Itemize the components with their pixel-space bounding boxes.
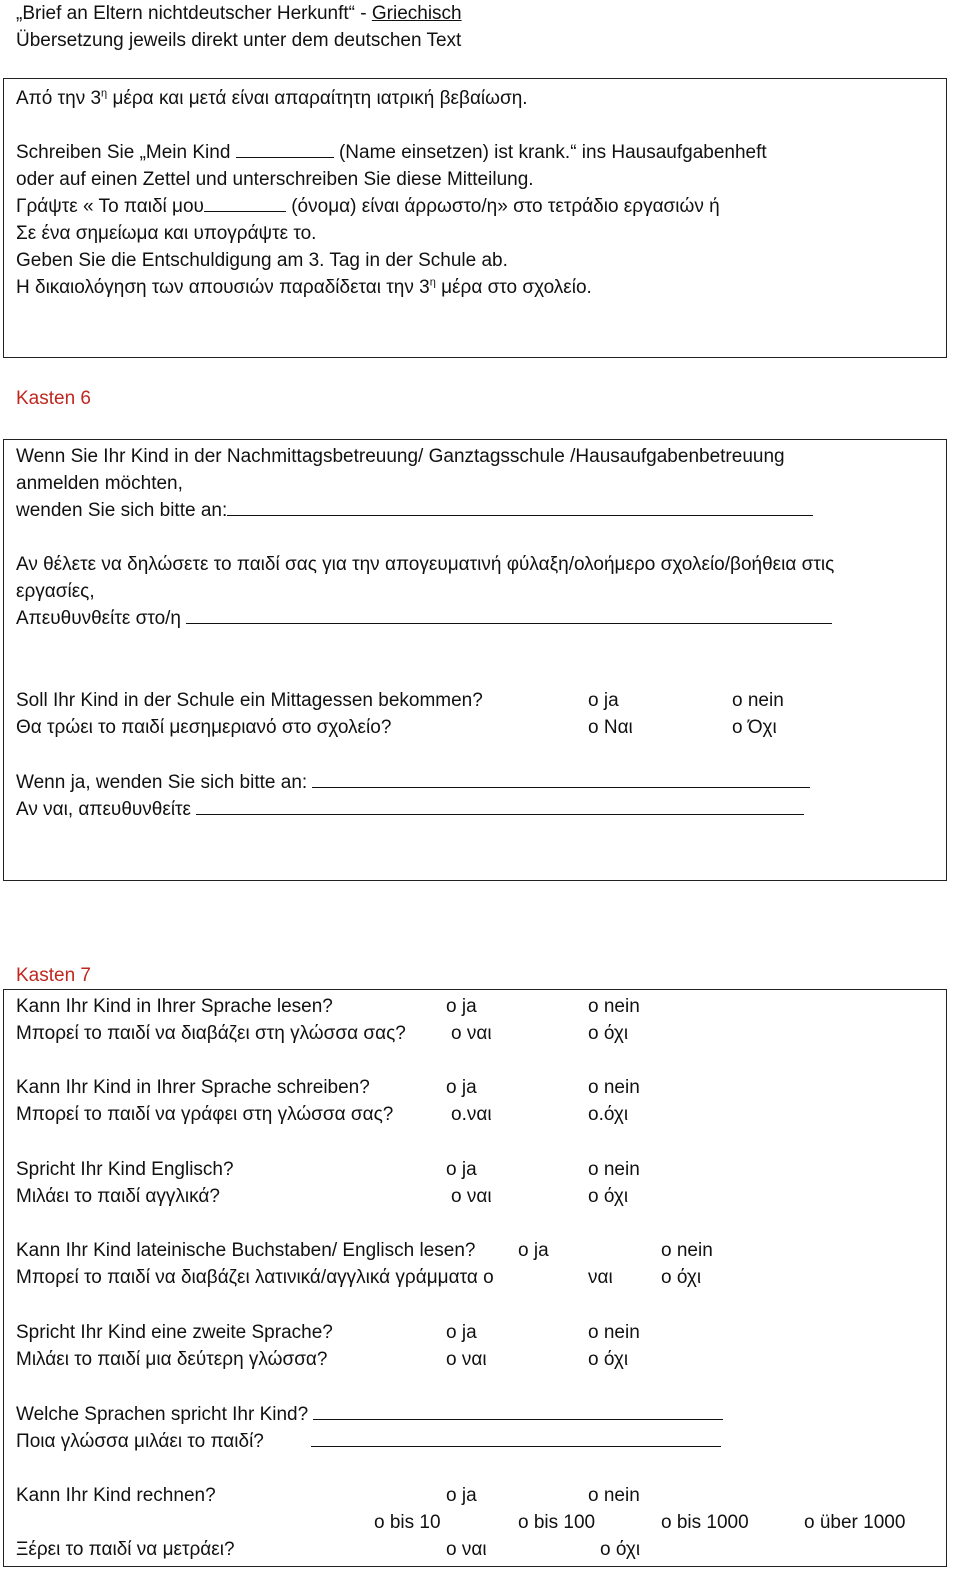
second-language-question: Spricht Ihr Kind eine zweite Sprache? [16, 1322, 333, 1343]
box5-line-7: Η δικαιολόγηση των απουσιών παραδίδεται την $3^\eta$ μέρα στο σχολείο. [16, 276, 592, 298]
lunch-question-greek: Θα τρώει το παιδί μεσημεριανό στο σχολείο? [16, 717, 392, 738]
box5-line-4: Γράψτε « Το παιδί μου (όνομα) είναι άρρωστο/η» στο τετράδιο εργασιών ή [16, 193, 720, 220]
latin-no-option-greek[interactable]: o όχι [661, 1267, 702, 1288]
header-line-1 [16, 0, 462, 27]
write-no-option-greek[interactable]: o.όχι [588, 1104, 629, 1125]
write-yes-option[interactable]: o ja [446, 1077, 477, 1098]
kasten6-line-5: εργασίες, [16, 581, 95, 602]
read-yes-option[interactable]: o ja [446, 996, 477, 1017]
count-to-10-option[interactable]: o bis 10 [374, 1512, 441, 1533]
kasten6-title: Kasten 6 [16, 388, 91, 409]
write-no-option[interactable]: o nein [588, 1077, 640, 1098]
count-to-100-option[interactable]: o bis 100 [518, 1512, 596, 1533]
lunch-contact-blank[interactable] [312, 769, 810, 788]
english-yes-option-greek[interactable]: o ναι [451, 1186, 492, 1207]
contact-blank-greek[interactable] [186, 605, 832, 624]
kasten6-line-1: Wenn Sie Ihr Kind in der Nachmittagsbetreuung/ Ganztagsschule /Hausaufgabenbetreuung [16, 446, 785, 467]
count-to-1000-option[interactable]: o bis 1000 [661, 1512, 749, 1533]
write-yes-option-greek[interactable]: o.ναι [451, 1104, 492, 1125]
english-question-greek: Μιλάει το παιδί αγγλικά? [16, 1186, 220, 1207]
latin-no-option[interactable]: o nein [661, 1240, 713, 1261]
kasten6-line-4: Αν θέλετε να δηλώσετε το παιδί σας για την απογευματινή φύλαξη/ολοήμερο σχολείο/βοήθεια στις [16, 554, 835, 575]
box5-line-5: Σε ένα σημείωμα και υπογράψτε το. [16, 223, 317, 244]
which-languages-line: Welche Sprachen spricht Ihr Kind? [16, 1401, 723, 1428]
math-yes-option[interactable]: o ja [446, 1485, 477, 1506]
latin-yes-option[interactable]: o ja [518, 1240, 549, 1261]
second-language-no-option[interactable]: o nein [588, 1322, 640, 1343]
read-no-option-greek[interactable]: o όχι [588, 1023, 629, 1044]
lunch-contact-line: Wenn ja, wenden Sie sich bitte an: [16, 769, 810, 796]
read-yes-option-greek[interactable]: o ναι [451, 1023, 492, 1044]
english-question: Spricht Ihr Kind Englisch? [16, 1159, 234, 1180]
kasten6-line-3: wenden Sie sich bitte an: [16, 497, 813, 524]
lunch-no-option-greek[interactable]: o Όχι [732, 717, 777, 738]
kasten6-line-2: anmelden möchten, [16, 473, 183, 494]
contact-blank[interactable] [227, 497, 813, 516]
lunch-question: Soll Ihr Kind in der Schule ein Mittagessen bekommen? [16, 690, 483, 711]
count-no-option-greek[interactable]: o όχι [600, 1539, 641, 1560]
header-language: Griechisch [371, 3, 462, 24]
kasten7-title: Kasten 7 [16, 965, 91, 986]
lunch-contact-line-greek: Αν ναι, απευθυνθείτε [16, 796, 804, 823]
count-question-greek: Ξέρει το παιδί να μετράει? [16, 1539, 235, 1560]
read-question: Kann Ihr Kind in Ihrer Sprache lesen? [16, 996, 333, 1017]
second-language-yes-option-greek[interactable]: o ναι [446, 1349, 487, 1370]
lunch-contact-blank-greek[interactable] [196, 796, 804, 815]
math-no-option[interactable]: o nein [588, 1485, 640, 1506]
second-language-no-option-greek[interactable]: o όχι [588, 1349, 629, 1370]
math-question: Kann Ihr Kind rechnen? [16, 1485, 216, 1506]
english-yes-option[interactable]: o ja [446, 1159, 477, 1180]
name-blank-greek[interactable] [204, 193, 286, 212]
latin-question: Kann Ihr Kind lateinische Buchstaben/ Englisch lesen? [16, 1240, 476, 1261]
name-blank[interactable] [236, 139, 334, 158]
box5-line-1: Από την $3^\eta$ μέρα και μετά είναι απαραίτητη ιατρική βεβαίωση. [16, 87, 528, 109]
which-languages-blank[interactable] [313, 1401, 723, 1420]
write-question: Kann Ihr Kind in Ihrer Sprache schreiben? [16, 1077, 370, 1098]
lunch-yes-option-greek[interactable]: o Ναι [588, 717, 633, 738]
box5-line-3: oder auf einen Zettel und unterschreiben Sie diese Mitteilung. [16, 169, 534, 190]
read-no-option[interactable]: o nein [588, 996, 640, 1017]
write-question-greek: Μπορεί το παιδί να γράφει στη γλώσσα σας? [16, 1104, 394, 1125]
which-languages-line-greek: Ποια γλώσσα μιλάει το παιδί? [16, 1428, 721, 1455]
english-no-option-greek[interactable]: o όχι [588, 1186, 629, 1207]
kasten6-line-6: Απευθυνθείτε στο/η [16, 605, 832, 632]
count-over-1000-option[interactable]: o über 1000 [804, 1512, 906, 1533]
second-language-question-greek: Μιλάει το παιδί μια δεύτερη γλώσσα? [16, 1349, 328, 1370]
second-language-yes-option[interactable]: o ja [446, 1322, 477, 1343]
header-line-2: Übersetzung jeweils direkt unter dem deutschen Text [16, 30, 462, 51]
latin-yes-option-greek[interactable]: ναι [588, 1267, 613, 1288]
count-yes-option-greek[interactable]: o ναι [446, 1539, 487, 1560]
latin-question-greek: Μπορεί το παιδί να διαβάζει λατινικά/αγγλικά γράμματα o [16, 1267, 494, 1288]
box5-line-6: Geben Sie die Entschuldigung am 3. Tag in der Schule ab. [16, 250, 508, 271]
english-no-option[interactable]: o nein [588, 1159, 640, 1180]
box5-line-2: Schreiben Sie „Mein Kind (Name einsetzen) ist krank.“ ins Hausaufgabenheft [16, 139, 767, 166]
lunch-no-option[interactable]: o nein [732, 690, 784, 711]
lunch-yes-option[interactable]: o ja [588, 690, 619, 711]
read-question-greek: Μπορεί το παιδί να διαβάζει στη γλώσσα σας? [16, 1023, 406, 1044]
header-title: „Brief an Eltern nichtdeutscher Herkunft“ - [16, 3, 372, 24]
which-languages-blank-greek[interactable] [311, 1428, 721, 1447]
